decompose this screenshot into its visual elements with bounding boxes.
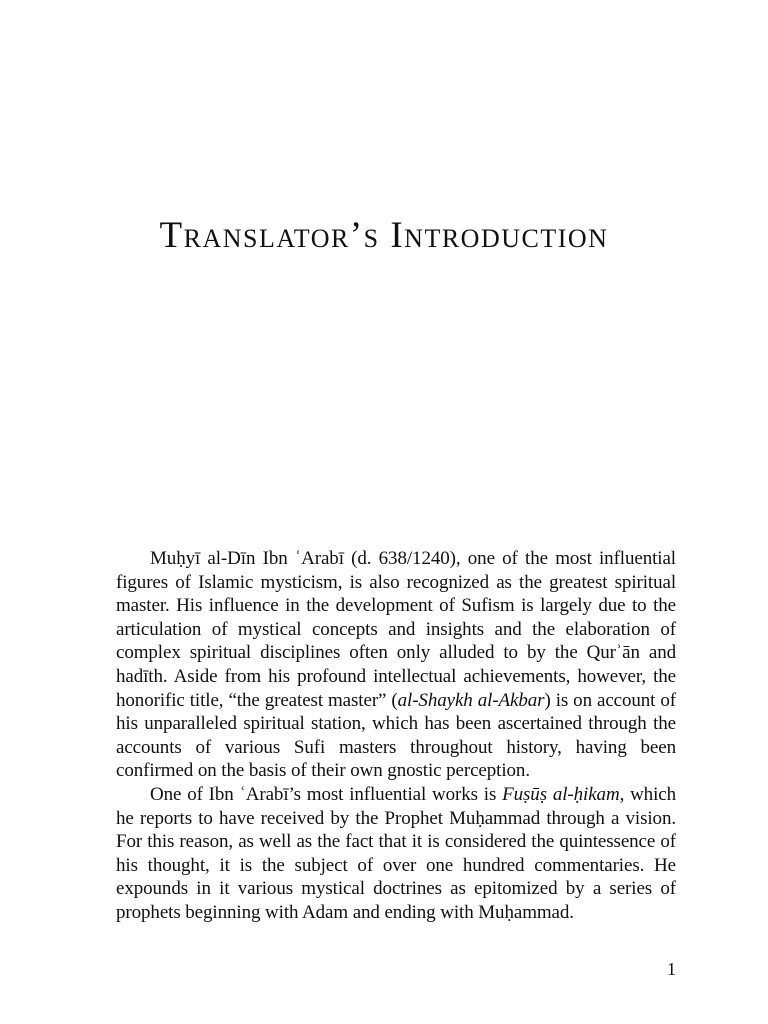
paragraph-1-text-b: ) is on account of his unparalleled spiritual station, which has been ascertained through the accounts of various Sufi masters throughout history, having been confirmed on the basis of their own gnostic perception. xyxy=(116,689,676,782)
page-title: Translator’s Introduction xyxy=(159,215,609,256)
paragraph-1 xyxy=(116,547,676,783)
paragraph-2-text-a: One of Ibn ʿArabī’s most influential works is xyxy=(150,783,503,805)
page-number: 1 xyxy=(667,959,676,979)
paragraph-2 xyxy=(116,783,676,925)
paragraph-1-text-a: Muḥyī al-Dīn Ibn ʿArabī (d. 638/1240), one of the most influential figures of Islamic mysticism, is also recognized as the greatest spiritual master. His influence in the development of Sufism is largely due to the articulation of mystical concepts and insights and the elaboration of complex spiritual disciplines often only alluded to by the Qurʾān and hadīth. Aside from his profound intellectual achievements, however, the honorific title, “the greatest master” ( xyxy=(116,548,676,711)
arabic-term-italic: al-Shaykh al-Akbar xyxy=(397,689,545,711)
body-text xyxy=(116,547,676,925)
work-title-italic: Fuṣūṣ al-ḥikam xyxy=(502,783,620,805)
paragraph-2-text-b: , which he reports to have received by the Prophet Muḥammad through a vision. For this reason, as well as the fact that it is considered the quintessence of his thought, it is the subject of over one hundred commentaries. He expounds in it various mystical doctrines as epitomized by a series of prophets beginning with Adam and ending with Muḥammad. xyxy=(116,783,676,923)
